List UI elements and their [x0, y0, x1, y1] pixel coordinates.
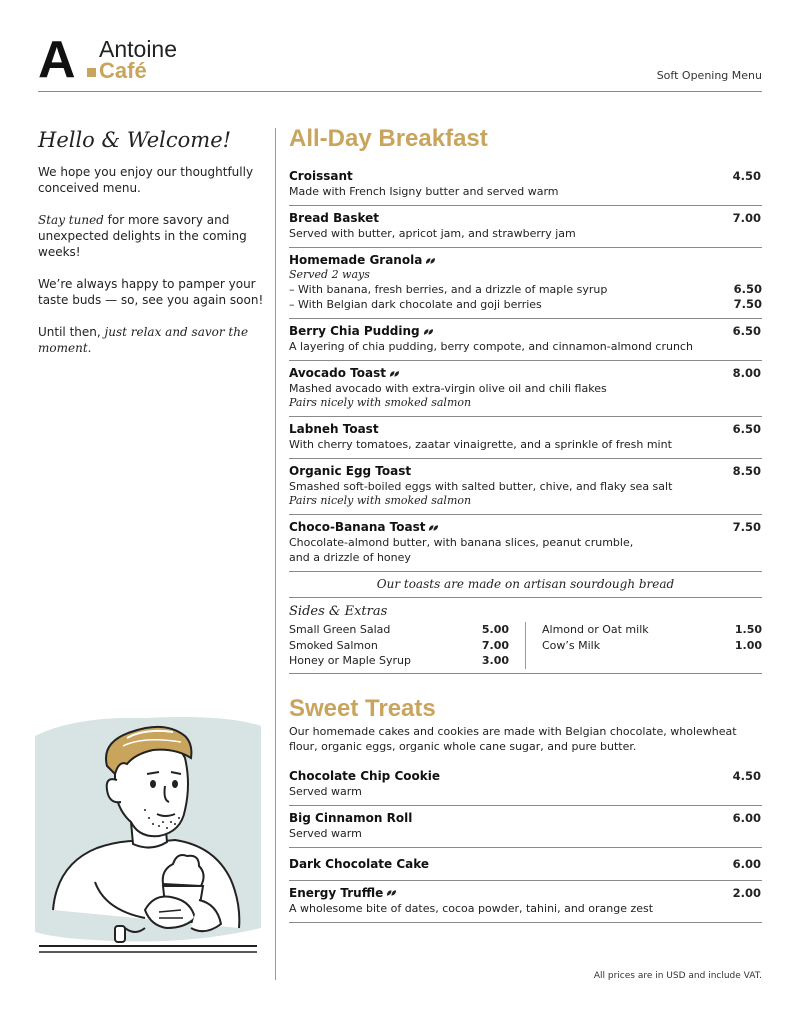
- welcome-paragraph-4-text: Until then,: [38, 325, 105, 339]
- side-price: 7.00: [481, 638, 509, 652]
- item-name: Big Cinnamon Roll: [289, 810, 413, 825]
- item-name: Bread Basket: [289, 211, 379, 225]
- item-name: [289, 365, 400, 381]
- logo-cafe: Café: [99, 58, 147, 83]
- menu-item-egg-toast: [289, 459, 762, 515]
- menu-item-granola: [289, 248, 762, 319]
- option-price: 6.50: [733, 282, 762, 296]
- item-note: Served 2 ways: [289, 268, 370, 281]
- side-name: Almond or Oat milk: [542, 623, 649, 636]
- item-price: 6.50: [732, 422, 761, 436]
- menu-item-croissant: [289, 164, 762, 206]
- header: [38, 31, 762, 92]
- side-name: Small Green Salad: [289, 623, 391, 636]
- item-description: A layering of chia pudding, berry compote, and cinnamon-almond crunch: [289, 340, 693, 353]
- item-name: [289, 323, 434, 339]
- item-name: Croissant: [289, 169, 353, 183]
- item-price: 2.00: [732, 885, 761, 900]
- option-text: – With Belgian dark chocolate and goji berries: [289, 298, 542, 311]
- side-price: 3.00: [481, 654, 509, 667]
- item-name-text: Berry Chia Pudding: [289, 324, 420, 338]
- item-description: Chocolate-almond butter, with banana slices, peanut crumble,: [289, 536, 634, 549]
- side-name: Cow’s Milk: [542, 638, 601, 652]
- logo-dot: [87, 68, 96, 77]
- item-price: 7.50: [732, 520, 761, 534]
- leaf-icon: [425, 257, 436, 265]
- item-price: 8.00: [732, 366, 761, 380]
- item-price: 4.50: [732, 768, 761, 783]
- leaf-icon: [389, 370, 400, 378]
- side-name: Smoked Salmon: [289, 638, 378, 652]
- sides-title: Sides & Extras: [289, 604, 388, 619]
- item-name: Chocolate Chip Cookie: [289, 768, 440, 783]
- sourdough-note: Our toasts are made on artisan sourdough bread: [289, 572, 762, 598]
- section-title-sweet: Sweet Treats: [289, 694, 436, 722]
- item-description: and a drizzle of honey: [289, 551, 411, 564]
- menu-item-cookie: [289, 764, 762, 806]
- item-description: A wholesome bite of dates, cocoa powder, tahini, and orange zest: [289, 901, 654, 915]
- leaf-icon: [386, 889, 397, 897]
- welcome-paragraph-2-text: for more savory and unexpected delights in the coming weeks!: [38, 213, 247, 259]
- welcome-title: Hello & Welcome!: [38, 128, 232, 152]
- column-divider: [275, 128, 276, 980]
- item-description: Made with French Isigny butter and served warm: [289, 185, 559, 198]
- menu-item-choco-banana-toast: [289, 515, 762, 572]
- welcome-panel: [38, 128, 266, 372]
- item-description: Served with butter, apricot jam, and strawberry jam: [289, 227, 576, 240]
- item-name: [289, 252, 436, 268]
- side-price: 1.00: [734, 638, 762, 652]
- item-price: 8.50: [732, 464, 761, 478]
- side-price: 1.50: [734, 623, 762, 636]
- menu-item-bread-basket: [289, 206, 762, 248]
- item-option: [289, 297, 762, 312]
- menu-item-energy-truffle: [289, 881, 762, 923]
- item-name: [289, 885, 397, 901]
- item-price: 7.00: [732, 211, 761, 225]
- menu-panel: [289, 124, 762, 923]
- item-name: Labneh Toast: [289, 422, 379, 436]
- logo-letter: A: [38, 31, 74, 89]
- chef-illustration: [35, 714, 261, 954]
- logo-name: Antoine: [99, 36, 178, 62]
- sides-column-right: [525, 622, 762, 669]
- side-price: 5.00: [481, 623, 509, 636]
- menu-item-chia-pudding: [289, 319, 762, 361]
- welcome-script-relax: just relax and savor the moment.: [38, 325, 249, 355]
- item-name-text: Energy Truffle: [289, 885, 384, 900]
- sweet-treats-section: [289, 694, 762, 923]
- side-item: [289, 638, 509, 654]
- item-name: Dark Chocolate Cake: [289, 856, 430, 871]
- welcome-paragraph-2: [38, 212, 266, 260]
- side-name: Honey or Maple Syrup: [289, 654, 411, 667]
- item-note: Pairs nicely with smoked salmon: [289, 494, 472, 507]
- menu-item-chocolate-cake: [289, 848, 762, 881]
- sides-column-left: [289, 622, 525, 669]
- menu-item-labneh-toast: [289, 417, 762, 459]
- item-description: Smashed soft-boiled eggs with salted butter, chive, and flaky sea salt: [289, 480, 673, 493]
- welcome-paragraph-1: We hope you enjoy our thoughtfully conceived menu.: [38, 165, 254, 195]
- side-item: [289, 653, 509, 669]
- item-name: Organic Egg Toast: [289, 464, 412, 478]
- item-name-text: Homemade Granola: [289, 253, 423, 267]
- item-price: 6.50: [732, 324, 761, 338]
- item-price: 6.00: [732, 856, 761, 871]
- price-footnote: All prices are in USD and include VAT.: [593, 971, 762, 981]
- option-text: – With banana, fresh berries, and a drizzle of maple syrup: [289, 283, 608, 296]
- side-item: [542, 638, 762, 654]
- welcome-paragraph-4: [38, 324, 266, 356]
- item-price: 6.00: [732, 810, 761, 825]
- item-description: With cherry tomatoes, zaatar vinaigrette, and a sprinkle of fresh mint: [289, 438, 672, 451]
- welcome-script-stay-tuned: Stay tuned: [38, 213, 104, 227]
- sweet-intro: Our homemade cakes and cookies are made with Belgian chocolate, wholewheat flour, organic eggs, organic whole cane sugar, and pure butter.: [289, 724, 737, 753]
- leaf-icon: [428, 524, 439, 532]
- item-name: [289, 519, 439, 535]
- menu-item-avocado-toast: [289, 361, 762, 417]
- menu-item-cinnamon-roll: [289, 806, 762, 848]
- item-name-text: Choco-Banana Toast: [289, 520, 426, 534]
- section-title-breakfast: All-Day Breakfast: [289, 125, 488, 152]
- item-description: Served warm: [289, 826, 362, 840]
- menu-label: Soft Opening Menu: [656, 69, 762, 82]
- item-price: 4.50: [732, 169, 761, 183]
- side-item: [542, 622, 762, 638]
- item-note: Pairs nicely with smoked salmon: [289, 396, 472, 409]
- option-price: 7.50: [733, 297, 762, 311]
- item-description: Served warm: [289, 784, 362, 798]
- item-description: Mashed avocado with extra-virgin olive oil and chili flakes: [289, 382, 607, 395]
- side-item: [289, 622, 509, 638]
- item-option: [289, 282, 762, 297]
- leaf-icon: [423, 328, 434, 336]
- sides-extras: [289, 598, 762, 674]
- welcome-paragraph-3: We’re always happy to pamper your taste buds — so, see you again soon!: [38, 277, 264, 307]
- item-name-text: Avocado Toast: [289, 366, 386, 380]
